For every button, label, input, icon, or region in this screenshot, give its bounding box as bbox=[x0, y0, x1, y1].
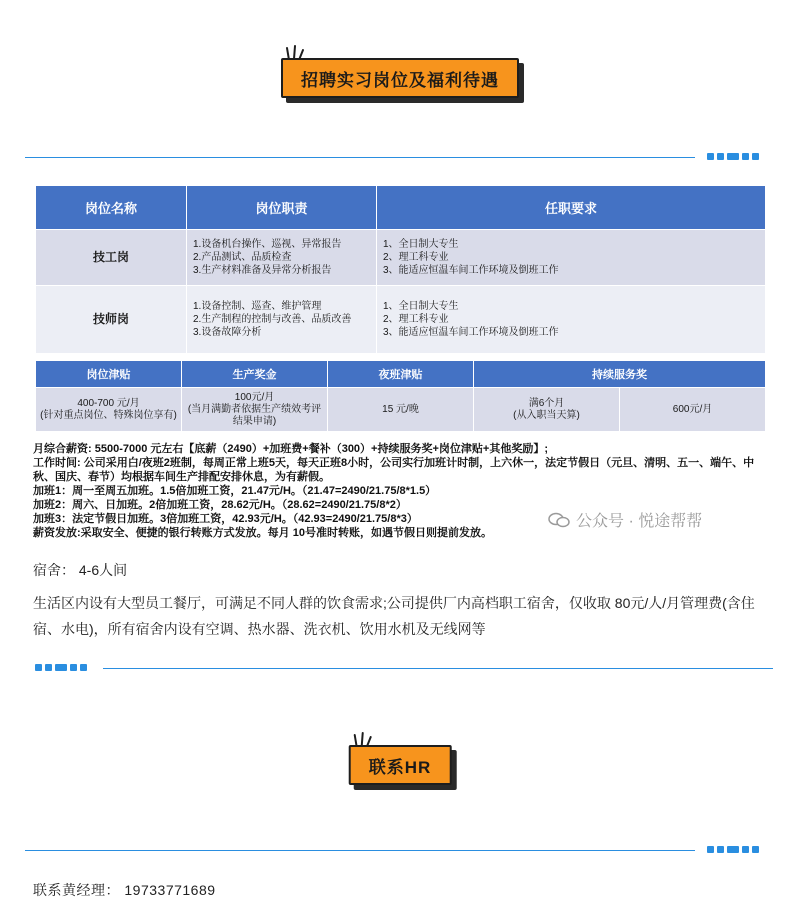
job-duties: 1.设备控制、巡查、维护管理 2.生产制程的控制与改善、品质改善 3.设备故障分析 bbox=[187, 286, 377, 354]
table-row bbox=[36, 230, 766, 286]
divider bbox=[25, 153, 770, 163]
life-info: 生活区内设有大型员工餐厅，可满足不同人群的饮食需求;公司提供厂内高档职工宿舍，仅收取 80元/人/月管理费(含住宿、水电)，所有宿舍内设有空调、热水器、洗衣机、饮用水机及无线网等 bbox=[33, 595, 755, 637]
divider-dots bbox=[707, 846, 759, 853]
divider-dots bbox=[707, 153, 759, 160]
divider bbox=[25, 846, 770, 856]
job-name: 技师岗 bbox=[36, 286, 187, 354]
column-header: 岗位职责 bbox=[187, 186, 377, 230]
divider-dots bbox=[35, 664, 87, 671]
column-header: 生产奖金 bbox=[182, 361, 328, 388]
divider bbox=[35, 664, 780, 674]
section-title-badge bbox=[281, 58, 519, 98]
payment-line: 薪资发放:采取安全、便捷的银行转账方式发放。每月 10号准时转账，如遇节假日则提前发放。 bbox=[33, 527, 492, 539]
job-requirements: 1、全日制大专生 2、理工科专业 3、能适应恒温车间工作环境及倒班工作 bbox=[377, 230, 766, 286]
table-cell: 600元/月 bbox=[620, 388, 766, 432]
watermark-text: 公众号 · 悦途帮帮 bbox=[576, 513, 703, 530]
column-header: 岗位津贴 bbox=[36, 361, 182, 388]
column-header: 岗位名称 bbox=[36, 186, 187, 230]
overtime-line: 加班1：周一至周五加班。1.5倍加班工资，21.47元/H。（21.47=2490/21.75/8*1.5） bbox=[33, 485, 437, 497]
section-title-badge bbox=[349, 745, 452, 785]
table-cell: 满6个月 (从入职当天算) bbox=[474, 388, 620, 432]
column-header: 任职要求 bbox=[377, 186, 766, 230]
table-cell: 15 元/晚 bbox=[328, 388, 474, 432]
table-header-row bbox=[36, 186, 766, 230]
column-header: 持续服务奖 bbox=[474, 361, 766, 388]
salary-line: 月综合薪资: 5500-7000 元左右【底薪（2490）+加班费+餐补（300）+持续服务奖+岗位津贴+其他奖励】; bbox=[33, 443, 548, 455]
overtime-line: 加班3：法定节假日加班。3倍加班工资，42.93元/H。（42.93=2490/21.75/8*3） bbox=[33, 513, 418, 525]
job-name: 技工岗 bbox=[36, 230, 187, 286]
section-title: 联系HR bbox=[349, 745, 452, 785]
job-duties: 1.设备机台操作、巡视、异常报告 2.产品测试、品质检查 3.生产材料准备及异常分析报告 bbox=[187, 230, 377, 286]
table-cell: 100元/月 (当月满勤者依据生产绩效考评结果申请) bbox=[182, 388, 328, 432]
table-row bbox=[36, 388, 766, 432]
work-time-line: 工作时间: 公司采用白/夜班2班制，每周正常上班5天，每天正班8小时，公司实行加班计时制，上六休一，法定节假日（元旦、清明、五一、端午、中秋、国庆、春节）均根据车间生产排配安排休息，为有薪假。 bbox=[33, 457, 755, 483]
contact-info: 联系黄经理： 19733771689 bbox=[33, 882, 216, 898]
section-title: 招聘实习岗位及福利待遇 bbox=[281, 58, 519, 98]
watermark bbox=[548, 508, 702, 531]
table-row bbox=[36, 286, 766, 354]
jobs-table bbox=[35, 185, 766, 354]
wechat-icon bbox=[548, 512, 570, 528]
allowance-table bbox=[35, 360, 766, 432]
table-header-row bbox=[36, 361, 766, 388]
table-cell: 400-700 元/月 (针对重点岗位、特殊岗位享有) bbox=[36, 388, 182, 432]
job-requirements: 1、全日制大专生 2、理工科专业 3、能适应恒温车间工作环境及倒班工作 bbox=[377, 286, 766, 354]
column-header: 夜班津贴 bbox=[328, 361, 474, 388]
dorm-info: 宿舍： 4-6人间 bbox=[33, 562, 128, 578]
overtime-line: 加班2：周六、日加班。2倍加班工资，28.62元/H。（28.62=2490/21.75/8*2） bbox=[33, 499, 407, 511]
